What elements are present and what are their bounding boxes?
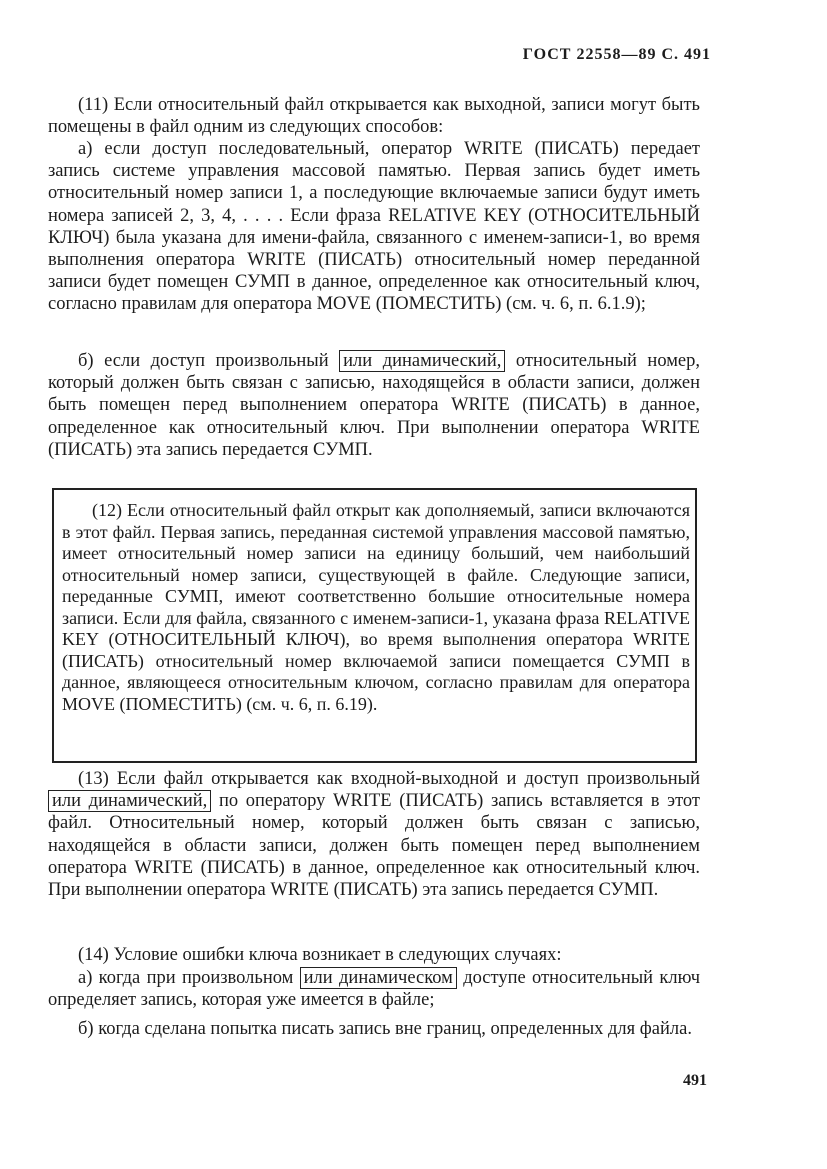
paragraph-11-b-lead: б) если доступ произвольный xyxy=(78,351,329,371)
paragraph-11-b xyxy=(48,350,700,461)
paragraph-14-intro: (14) Условие ошибки ключа возникает в следующих случаях: xyxy=(78,945,562,965)
boxed-phrase: или динамическом xyxy=(300,967,457,989)
boxed-phrase: или динамический, xyxy=(48,790,211,812)
boxed-phrase: или динамический, xyxy=(339,350,505,372)
paragraph-11-b-rest: относительный номер, который должен быть связан с записью, находящейся в области записи, должен быть помещен перед выполнением оператора WRITE (ПИСАТЬ) в данное, определенное как относительный ключ. При выполнении оператора WRITE (ПИСАТЬ) эта запись передается СУМП. xyxy=(48,351,701,460)
paragraph-13 xyxy=(48,768,700,901)
paragraph-14-a xyxy=(48,967,700,1011)
paragraph-13-lead: (13) Если файл открывается как входной-выходной и доступ произвольный xyxy=(78,769,700,789)
paragraph-12: (12) Если относительный файл открыт как дополняемый, записи включаются в этот файл. Первая запись, переданная системой управления массовой памятью, имеет относительный номер записи на единицу больший, чем наибольший относительный номер записи, существующей в файле. Следующие записи, переданные СУМП, имеют соответственно большие относительные номера записи. Если для файла, связанного с именем-записи-1, указана фраза RELATIVE KEY (ОТНОСИТЕЛЬНЫЙ КЛЮЧ), во время выполнения оператора WRITE (ПИСАТЬ) относительный номер включаемой записи помещается СУМП в данное, являющееся относительным ключом, согласно правилам для оператора MOVE (ПОМЕСТИТЬ) (см. ч. 6, п. 6.19). xyxy=(62,500,690,714)
paragraph-14-a-rest: доступе относительный ключ определяет запись, которая уже имеется в файле; xyxy=(48,968,700,1011)
paragraph-13-rest: по оператору WRITE (ПИСАТЬ) запись вставляется в этот файл. Относительный номер, который должен быть связан с записью, находящейся в области записи, должен быть помещен перед выполнением оператора WRITE (ПИСАТЬ) в данное, определенное как относительный ключ. При выполнении оператора WRITE (ПИСАТЬ) эта запись передается СУМП. xyxy=(48,791,701,901)
paragraph-14-b: б) когда сделана попытка писать запись вне границ, определенных для файла. xyxy=(78,1019,692,1039)
page-number: 491 xyxy=(683,1072,707,1089)
paragraph-11-intro: (11) Если относительный файл открывается как выходной, записи могут быть помещены в файл одним из следующих способов: xyxy=(48,95,700,138)
paragraph-11-a: а) если доступ последовательный, оператор WRITE (ПИСАТЬ) передает запись системе управления массовой памятью. Первая запись будет иметь относительный номер записи 1, а последующие включаемые записи будут иметь номера записей 2, 3, 4, . . . . Если фраза RELATIVE KEY (ОТНОСИТЕЛЬНЫЙ КЛЮЧ) была указана для имени-файла, связанного с именем-записи-1, во время выполнения оператора WRITE (ПИСАТЬ) относительный номер переданной записи будет помещен СУМП в данное, определенное как относительный ключ, согласно правилам для оператора MOVE (ПОМЕСТИТЬ) (см. ч. 6, п. 6.1.9); xyxy=(48,139,700,315)
page-header: ГОСТ 22558—89 С. 491 xyxy=(522,46,711,63)
paragraph-14-a-lead: а) когда при произвольном xyxy=(78,968,294,988)
